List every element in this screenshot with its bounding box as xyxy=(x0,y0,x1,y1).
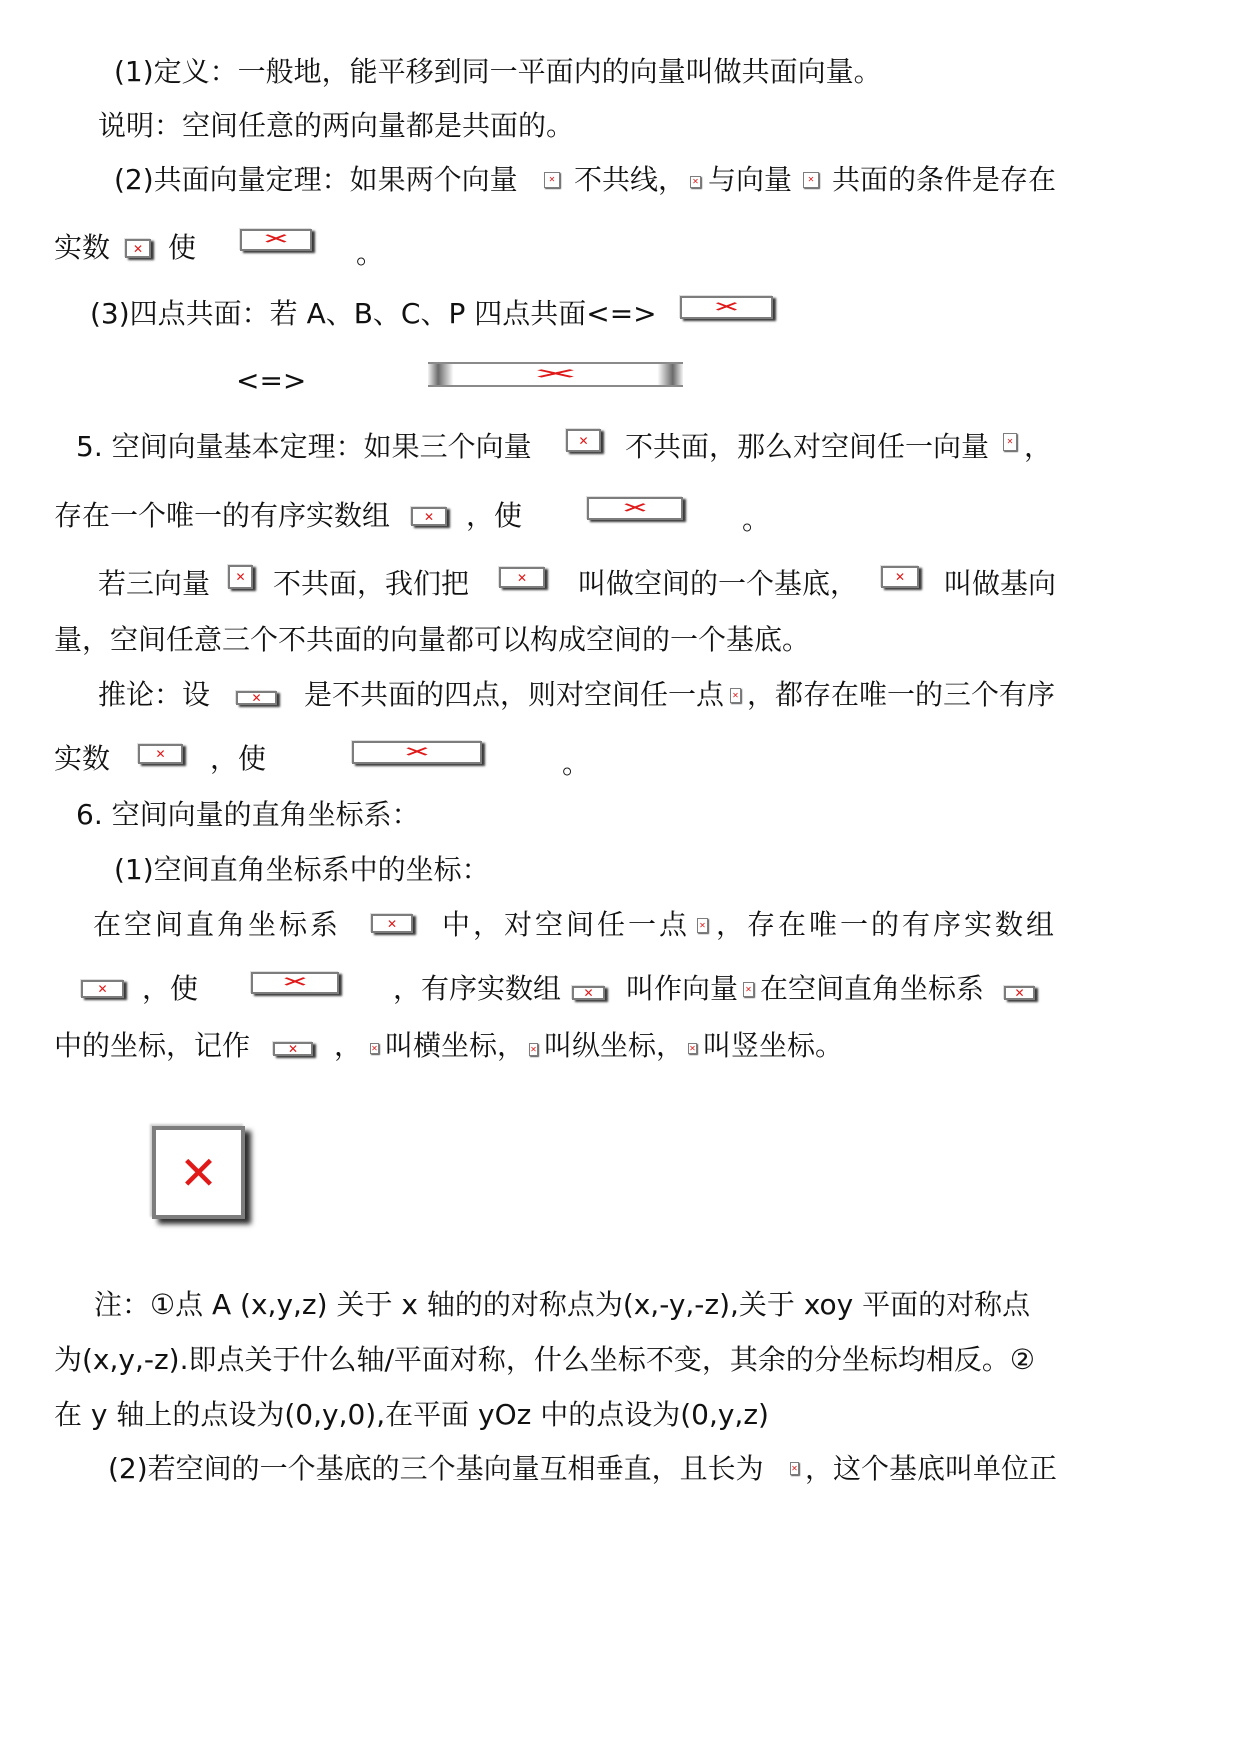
period: 。 xyxy=(742,503,771,536)
formula-image xyxy=(499,567,545,588)
note-symmetry: 注：①点 A (x,y,z) 关于 x 轴的的对称点为(x,-y,-z),关于 xoy 平面的对称点 xyxy=(94,1288,1031,1321)
basis-def-part-1: 若三向量 xyxy=(98,567,211,600)
ordered-triple-part-1: 存在一个唯一的有序实数组 xyxy=(54,499,391,532)
basis-def-part-3: 叫做空间的一个基底， xyxy=(578,567,859,600)
period: 。 xyxy=(356,237,385,270)
corollary-part-2: 是不共面的四点，则对空间任一点 xyxy=(304,678,725,711)
make-label: 使 xyxy=(168,231,197,264)
definition-line: (1)定义：一般地，能平移到同一平面内的向量叫做共面向量。 xyxy=(114,55,882,88)
coplanar-theorem-part-4: 共面的条件是存在 xyxy=(832,163,1057,196)
coordinates-part-6: 叫作向量 xyxy=(626,972,739,1005)
coordinates-part-4: ，使 xyxy=(142,972,199,1005)
formula-image xyxy=(881,566,919,588)
formula-image xyxy=(240,229,312,251)
corollary-part-3: ，都存在唯一的三个有序 xyxy=(747,678,1056,711)
formula-image xyxy=(544,172,560,188)
basis-def-part-4: 叫做基向 xyxy=(944,567,1057,600)
formula-image xyxy=(228,565,253,589)
formula-image xyxy=(236,691,277,705)
basic-theorem-part-1: 5. 空间向量基本定理：如果三个向量 xyxy=(76,430,532,463)
abscissa-label: 叫横坐标， xyxy=(385,1029,526,1062)
coordinates-part-3: ，存在唯一的有序实数组 xyxy=(716,908,1058,941)
formula-image xyxy=(697,918,708,933)
formula-image xyxy=(730,688,741,703)
note-symmetry-continued: 为(x,y,-z).即点关于什么轴/平面对称，什么坐标不变，其余的分坐标均相反。② xyxy=(54,1343,1036,1376)
coplanar-theorem-part-1: (2)共面向量定理：如果两个向量 xyxy=(114,163,518,196)
formula-image xyxy=(251,972,339,994)
four-points-coplanar: (3)四点共面：若 A、B、C、P 四点共面<=> xyxy=(90,297,657,330)
coordinates-part-1: 在空间直角坐标系 xyxy=(93,908,342,941)
formula-image xyxy=(370,1043,379,1054)
coplanar-theorem-part-3: 与向量 xyxy=(708,163,793,196)
unit-basis-part-2: ，这个基底叫单位正 xyxy=(805,1452,1058,1485)
real-number-label: 实数 xyxy=(54,742,111,775)
comma: ， xyxy=(334,1029,363,1062)
coplanar-theorem-part-2: 不共线， xyxy=(574,163,687,196)
basic-theorem-part-2: 不共面，那么对空间任一向量 xyxy=(625,430,990,463)
formula-image xyxy=(371,914,413,933)
vertical-coordinate-label: 叫竖坐标。 xyxy=(703,1029,844,1062)
note-line: 说明：空间任意的两向量都是共面的。 xyxy=(98,109,575,142)
formula-image xyxy=(1004,986,1035,1000)
coordinates-part-2: 中，对空间任一点 xyxy=(442,908,691,941)
formula-image xyxy=(803,172,819,188)
formula-image xyxy=(790,1462,799,1475)
section-heading: 6. 空间向量的直角坐标系： xyxy=(76,798,420,831)
real-number-label: 实数 xyxy=(54,231,111,264)
coordinates-part-5: ，有序实数组 xyxy=(393,972,562,1005)
coordinate-system-figure xyxy=(152,1126,245,1219)
formula-image xyxy=(81,980,124,998)
corollary-part-1: 推论：设 xyxy=(98,678,211,711)
unit-basis-part-1: (2)若空间的一个基底的三个基向量互相垂直，且长为 xyxy=(108,1452,764,1485)
formula-image xyxy=(572,986,605,1000)
formula-image xyxy=(529,1043,538,1056)
note-points-on-axes: 在 y 轴上的点设为(0,y,0),在平面 yOz 中的点设为(0,y,z) xyxy=(54,1398,769,1431)
formula-image xyxy=(352,741,482,764)
formula-image xyxy=(688,1043,697,1054)
formula-image xyxy=(680,296,773,319)
subsection-heading: (1)空间直角坐标系中的坐标： xyxy=(114,853,490,886)
formula-image xyxy=(690,176,701,188)
ordered-triple-part-2: ，使 xyxy=(466,499,523,532)
formula-image xyxy=(1003,433,1017,451)
formula-image xyxy=(138,744,183,764)
ordinate-label: 叫纵坐标， xyxy=(544,1029,685,1062)
basis-def-part-2: 不共面，我们把 xyxy=(273,567,470,600)
formula-image xyxy=(125,239,151,258)
basis-def-continued: 量，空间任意三个不共面的向量都可以构成空间的一个基底。 xyxy=(54,623,811,656)
coordinates-part-8: 中的坐标，记作 xyxy=(54,1029,251,1062)
formula-image xyxy=(566,429,601,452)
formula-image xyxy=(273,1042,313,1056)
period: 。 xyxy=(562,747,591,780)
formula-image xyxy=(411,507,447,526)
make-label: ，使 xyxy=(210,742,267,775)
formula-image xyxy=(428,362,683,387)
comma: ， xyxy=(1024,430,1053,463)
coordinates-part-7: 在空间直角坐标系 xyxy=(760,972,985,1005)
formula-image xyxy=(743,982,754,997)
formula-image xyxy=(587,497,683,520)
